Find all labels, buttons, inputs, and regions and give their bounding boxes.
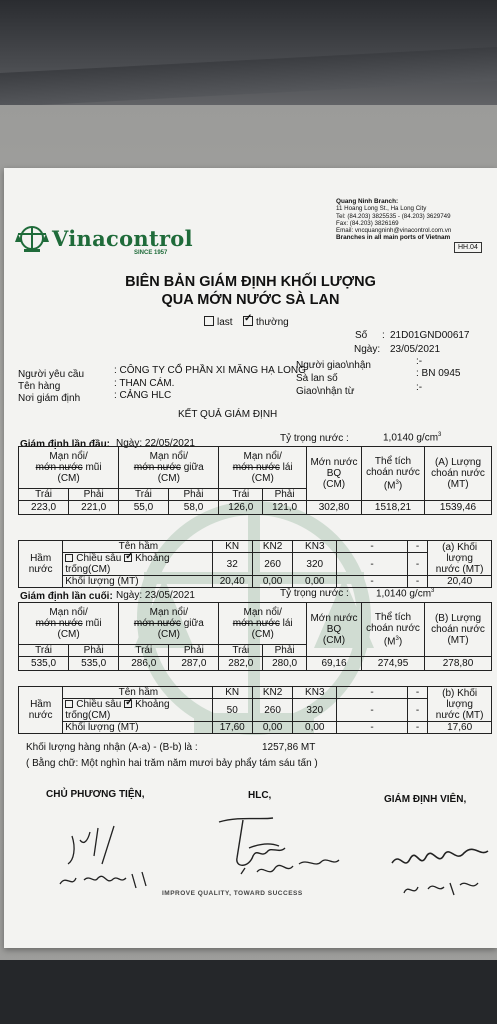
water-a-header: (a) Khối lượng nước (MT) — [428, 541, 492, 576]
tank-kn: KN — [212, 541, 252, 553]
requester-label: Người yêu cầu — [18, 369, 85, 380]
value-cell: - — [407, 553, 427, 576]
tank-kn2: KN2 — [252, 687, 292, 699]
deliverer-label: Người giao\nhận — [296, 360, 371, 371]
summary-label: Khối lượng hàng nhận (A-a) - (B-b) là : — [26, 742, 198, 753]
header-bow: Mạn nổi/ mớn nước mũi (CM) — [19, 603, 119, 645]
summary-value: 1257,86 MT — [262, 742, 316, 753]
value-cell: - — [337, 553, 408, 576]
branch-line: Fax: (84.203) 3826169 — [336, 219, 399, 227]
scales-logo-icon — [14, 224, 50, 254]
last-draft-table — [18, 602, 492, 671]
header-mean-draft: Mớn nước BQ (CM) — [307, 603, 362, 657]
value-cell: 535,0 — [69, 657, 119, 671]
deliverer-value: :- — [416, 356, 423, 367]
delivered-from-value: :- — [416, 382, 423, 393]
water-b-value: 17,60 — [428, 722, 492, 734]
tank-kn: KN — [212, 687, 252, 699]
depth-row-label: Chiều sâu ✓ Khoảng trống(CM) — [63, 699, 212, 722]
value-cell: 221,0 — [69, 501, 119, 515]
barge-value: : BN 0945 — [416, 368, 461, 379]
tank-kn3: KN3 — [293, 541, 337, 553]
first-draft-table — [18, 446, 492, 515]
document-subtitle: QUA MỚN NƯỚC SÀ LAN — [161, 292, 340, 308]
value-cell: - — [337, 699, 408, 722]
value-cell: - — [337, 722, 408, 734]
header-mean-draft: Mớn nước BQ (CM) — [307, 447, 362, 501]
header-bow: Mạn nổi/ mớn nước mũi (CM) — [19, 447, 119, 489]
branch-info — [336, 198, 496, 242]
right-label: Phải — [169, 645, 219, 657]
value-cell: 0,00 — [293, 722, 337, 734]
so-label: Số — [355, 330, 368, 341]
first-ballast-table — [18, 540, 492, 588]
checkbox-empty-icon — [204, 316, 214, 326]
first-inspection-date: Ngày: 22/05/2021 — [116, 438, 195, 449]
value-cell: - — [337, 576, 408, 588]
company-logo-text: Vinacontrol — [52, 226, 193, 251]
value-cell: 280,0 — [263, 657, 307, 671]
value-cell: 320 — [293, 553, 337, 576]
place-value: : CẢNG HLC — [114, 390, 172, 401]
tank-kn2: KN2 — [252, 541, 292, 553]
tank-empty: - — [407, 541, 427, 553]
value-cell: 32 — [212, 553, 252, 576]
last-density-value: 1,0140 $g/cm^3$ — [376, 588, 435, 600]
value-cell: 20,40 — [212, 576, 252, 588]
value-cell: 278,80 — [425, 657, 492, 671]
last-ballast-table — [18, 686, 492, 734]
value-cell: - — [407, 699, 427, 722]
right-label: Phải — [263, 645, 307, 657]
barge-label: Sà lan số — [296, 373, 338, 384]
checkbox-thuong-label: thường — [256, 317, 289, 328]
goods-label: Tên hàng — [18, 381, 61, 392]
value-cell: 260 — [252, 553, 292, 576]
first-density-value: 1,0140 $g/cm^3$ — [383, 432, 442, 444]
value-cell: 0,00 — [293, 576, 337, 588]
value-cell: 287,0 — [169, 657, 219, 671]
tank-name-header: Tên hầm — [63, 541, 212, 553]
signature-inspector-label: GIÁM ĐỊNH VIÊN, — [384, 794, 467, 805]
ngay-value: 23/05/2021 — [390, 344, 441, 355]
header-volume: Thể tích choán nước $(M^3)$ — [362, 603, 425, 657]
checkbox-last-label: last — [217, 317, 233, 328]
inspector-signature — [384, 823, 492, 903]
value-cell: 50 — [212, 699, 252, 722]
ngay-label: Ngày: — [354, 344, 381, 355]
header-stern: Mạn nổi/ mớn nước lái (CM) — [219, 447, 307, 489]
right-label: Phải — [168, 489, 219, 501]
first-density-label: Tỷ trọng nước : — [280, 433, 349, 444]
tank-kn3: KN3 — [293, 687, 337, 699]
form-code: HH.04 — [454, 242, 482, 253]
right-label: Phải — [69, 489, 119, 501]
value-cell: 260 — [252, 699, 292, 722]
background-bottom — [0, 960, 497, 1024]
mass-row-label: Khối lượng (MT) — [63, 722, 212, 734]
value-cell: 320 — [293, 699, 337, 722]
value-cell: 1518,21 — [362, 501, 425, 515]
water-b-header: (b) Khối lượng nước (MT) — [428, 687, 492, 722]
mass-row-label: Khối lượng (MT) — [63, 576, 212, 588]
depth-row-label: Chiều sâu ✓ Khoảng trống(CM) — [63, 553, 212, 576]
left-label: Trái — [219, 645, 263, 657]
ballast-label: Hầm nước — [19, 687, 63, 734]
header-displacement-a: (A) Lượng choán nước (MT) — [425, 447, 492, 501]
header-displacement-b: (B) Lượng choán nước (MT) — [425, 603, 492, 657]
tank-name-header: Tên hầm — [63, 687, 212, 699]
value-cell: 286,0 — [119, 657, 169, 671]
value-cell: 274,95 — [362, 657, 425, 671]
checkbox-checked-icon — [243, 316, 253, 326]
requester-value: : CÔNG TY CỔ PHẦN XI MĂNG HẠ LONG — [114, 365, 306, 376]
value-cell: 121,0 — [263, 501, 307, 515]
owner-signature — [54, 818, 164, 898]
water-a-value: 20,40 — [428, 576, 492, 588]
value-cell: 223,0 — [19, 501, 69, 515]
result-heading: KẾT QUẢ GIÁM ĐỊNH — [178, 409, 278, 420]
right-label: Phải — [69, 645, 119, 657]
value-cell: 17,60 — [212, 722, 252, 734]
summary-words: ( Bằng chữ: Một nghìn hai trăm năm mươi bảy phẩy tám sáu tấn ) — [26, 758, 318, 769]
left-label: Trái — [119, 645, 169, 657]
ballast-label: Hầm nước — [19, 541, 63, 588]
delivered-from-label: Giao\nhận từ — [296, 386, 355, 397]
left-label: Trái — [19, 645, 69, 657]
right-label: Phải — [263, 489, 307, 501]
tank-empty: - — [337, 541, 408, 553]
value-cell: 58,0 — [168, 501, 219, 515]
header-volume: Thể tích choán nước $(M^3)$ — [362, 447, 425, 501]
header-mid: Mạn nổi/ mớn nước giữa (CM) — [119, 447, 219, 489]
value-cell: 535,0 — [19, 657, 69, 671]
place-label: Nơi giám định — [18, 393, 81, 404]
left-label: Trái — [19, 489, 69, 501]
goods-value: : THAN CÁM. — [114, 378, 175, 389]
branch-line: 11 Hoang Long St., Ha Long City — [336, 205, 427, 213]
value-cell: - — [407, 576, 427, 588]
hlc-signature — [209, 808, 349, 888]
header-mid: Mạn nổi/ mớn nước giữa (CM) — [119, 603, 219, 645]
footer-slogan: IMPROVE QUALITY, TOWARD SUCCESS — [162, 890, 303, 897]
checkbox-last — [204, 316, 233, 328]
header-stern: Mạn nổi/ mớn nước lái (CM) — [219, 603, 307, 645]
tank-empty: - — [407, 687, 427, 699]
value-cell: - — [407, 722, 427, 734]
document-title: BIÊN BẢN GIÁM ĐỊNH KHỐI LƯỢNG — [125, 274, 376, 290]
left-label: Trái — [219, 489, 263, 501]
checkbox-thuong — [243, 316, 289, 328]
first-inspection-label: Giám định lần đầu: — [20, 439, 111, 450]
last-density-label: Tỷ trọng nước : — [280, 588, 349, 599]
inspection-document — [4, 168, 497, 948]
last-inspection-date: Ngày: 23/05/2021 — [116, 590, 195, 601]
branch-line: Email: vncquangninh@vinacontrol.com.vn — [336, 227, 452, 235]
value-cell: 55,0 — [119, 501, 168, 515]
since-label: SINCE 1957 — [134, 250, 168, 256]
left-label: Trái — [119, 489, 168, 501]
last-inspection-label: Giám định lần cuối: — [20, 591, 113, 602]
so-colon: : — [382, 330, 385, 341]
branch-line: Tel: (84.203) 3825535 - (84.203) 3629749 — [336, 212, 451, 220]
value-cell: 302,80 — [307, 501, 362, 515]
value-cell: 126,0 — [219, 501, 263, 515]
value-cell: 0,00 — [252, 722, 292, 734]
value-cell: 1539,46 — [425, 501, 492, 515]
branch-footer: Branches in all main ports of Vietnam — [336, 234, 451, 242]
value-cell: 69,16 — [307, 657, 362, 671]
tank-empty: - — [337, 687, 408, 699]
value-cell: 282,0 — [219, 657, 263, 671]
signature-owner-label: CHỦ PHƯƠNG TIỆN, — [46, 789, 145, 800]
branch-title: Quang Ninh Branch: — [336, 198, 399, 205]
value-cell: 0,00 — [252, 576, 292, 588]
so-value: 21D01GND00617 — [390, 330, 470, 341]
signature-hlc-label: HLC, — [248, 790, 272, 801]
